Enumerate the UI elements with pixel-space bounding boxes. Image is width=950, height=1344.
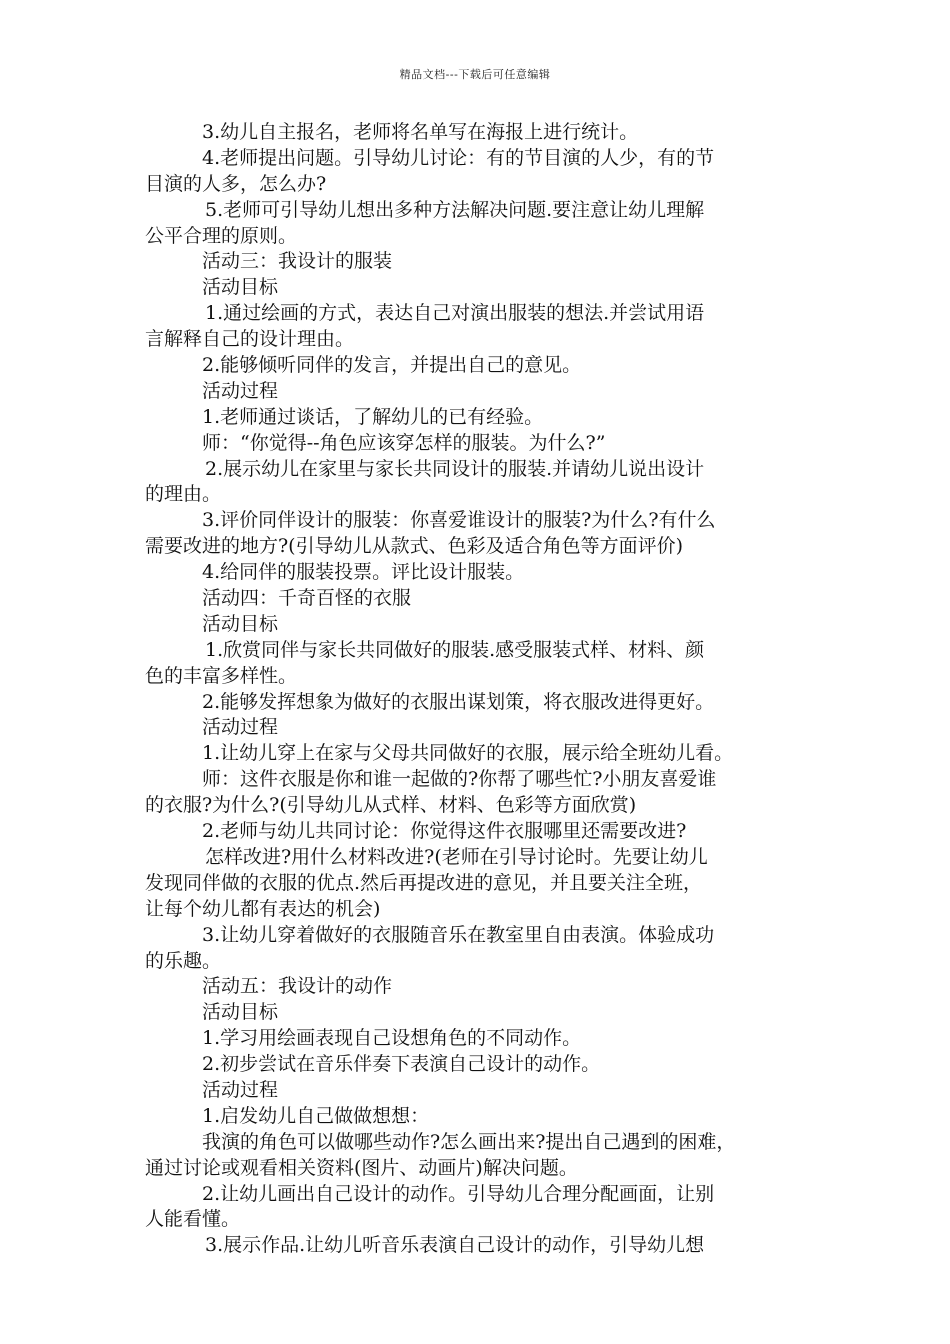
text-line: 活动五：我设计的动作: [202, 975, 393, 998]
text-line: 通过讨论或观看相关资料(图片、动画片)解决问题。: [145, 1156, 578, 1179]
text-line: 色的丰富多样性。: [145, 664, 298, 687]
text-line: 目演的人多，怎么办?: [145, 172, 327, 195]
text-line: 2.初步尝试在音乐伴奏下表演自己设计的动作。: [202, 1053, 601, 1076]
text-line: 活动目标: [202, 1001, 279, 1024]
text-line: 1.欣赏同伴与家长共同做好的服装.感受服装式样、材料、颜: [205, 638, 705, 661]
text-line: 1.通过绘画的方式，表达自己对演出服装的想法.并尝试用语: [205, 302, 705, 325]
text-line: 1.启发幼儿自己做做想想：: [202, 1104, 430, 1127]
text-line: 的衣服?为什么?(引导幼儿从式样、材料、色彩等方面欣赏): [145, 794, 637, 817]
text-line: 活动过程: [202, 379, 279, 402]
text-line: 4.老师提出问题。引导幼儿讨论：有的节目演的人少，有的节: [202, 146, 715, 169]
text-line: 活动三：我设计的服装: [202, 250, 393, 273]
text-line: 1.老师通过谈话，了解幼儿的已有经验。: [202, 405, 544, 428]
text-line: 的理由。: [145, 483, 222, 506]
text-line: 4.给同伴的服装投票。评比设计服装。: [202, 561, 525, 584]
text-line: 公平合理的原则。: [145, 224, 298, 247]
text-line: 2.能够发挥想象为做好的衣服出谋划策，将衣服改进得更好。: [202, 690, 715, 713]
page-header: 精品文档---下载后可任意编辑: [399, 68, 551, 81]
text-line: 2.展示幼儿在家里与家长共同设计的服装.并请幼儿说出设计: [205, 457, 705, 480]
text-line: 2.能够倾听同伴的发言，并提出自己的意见。: [202, 354, 582, 377]
text-line: 活动目标: [202, 276, 279, 299]
text-line: 发现同伴做的衣服的优点.然后再提改进的意见，并且要关注全班，: [145, 871, 703, 894]
text-line: 我演的角色可以做哪些动作?怎么画出来?提出自己遇到的困难，: [202, 1130, 736, 1153]
text-line: 让每个幼儿都有表达的机会): [145, 897, 381, 920]
text-line: 2.让幼儿画出自己设计的动作。引导幼儿合理分配画面，让别: [202, 1182, 715, 1205]
text-line: 活动目标: [202, 612, 279, 635]
text-line: 活动过程: [202, 1078, 279, 1101]
text-line: 2.老师与幼儿共同讨论：你觉得这件衣服哪里还需要改进?: [202, 820, 687, 843]
text-line: 3.幼儿自主报名，老师将名单写在海报上进行统计。: [202, 121, 639, 143]
text-line: 的乐趣。: [145, 949, 222, 972]
text-line: 3.评价同伴设计的服装：你喜爱谁设计的服装?为什么?有什么: [202, 509, 716, 532]
text-line: 5.老师可引导幼儿想出多种方法解决问题.要注意让幼儿理解: [205, 198, 705, 221]
text-line: 人能看懂。: [145, 1208, 241, 1231]
text-line: 需要改进的地方?(引导幼儿从款式、色彩及适合角色等方面评价): [145, 535, 684, 558]
text-line: 活动过程: [202, 716, 279, 739]
text-line: 怎样改进?用什么材料改进?(老师在引导讨论时。先要让幼儿: [205, 845, 708, 868]
text-line: 1.让幼儿穿上在家与父母共同做好的衣服，展示给全班幼儿看。: [202, 742, 734, 765]
document-body: [145, 120, 815, 1259]
text-line: 3.展示作品.让幼儿听音乐表演自己设计的动作，引导幼儿想: [205, 1234, 705, 1257]
text-line: 1.学习用绘画表现自己设想角色的不同动作。: [202, 1027, 582, 1050]
text-line: 师：这件衣服是你和谁一起做的?你帮了哪些忙?小朋友喜爱谁: [202, 768, 717, 791]
text-line: 言解释自己的设计理由。: [145, 328, 355, 351]
text-line: 活动四：千奇百怪的衣服: [202, 587, 412, 610]
text-line: 师：“你觉得--角色应该穿怎样的服装。为什么?”: [202, 431, 606, 454]
text-line: 3.让幼儿穿着做好的衣服随音乐在教室里自由表演。体验成功: [202, 923, 715, 946]
